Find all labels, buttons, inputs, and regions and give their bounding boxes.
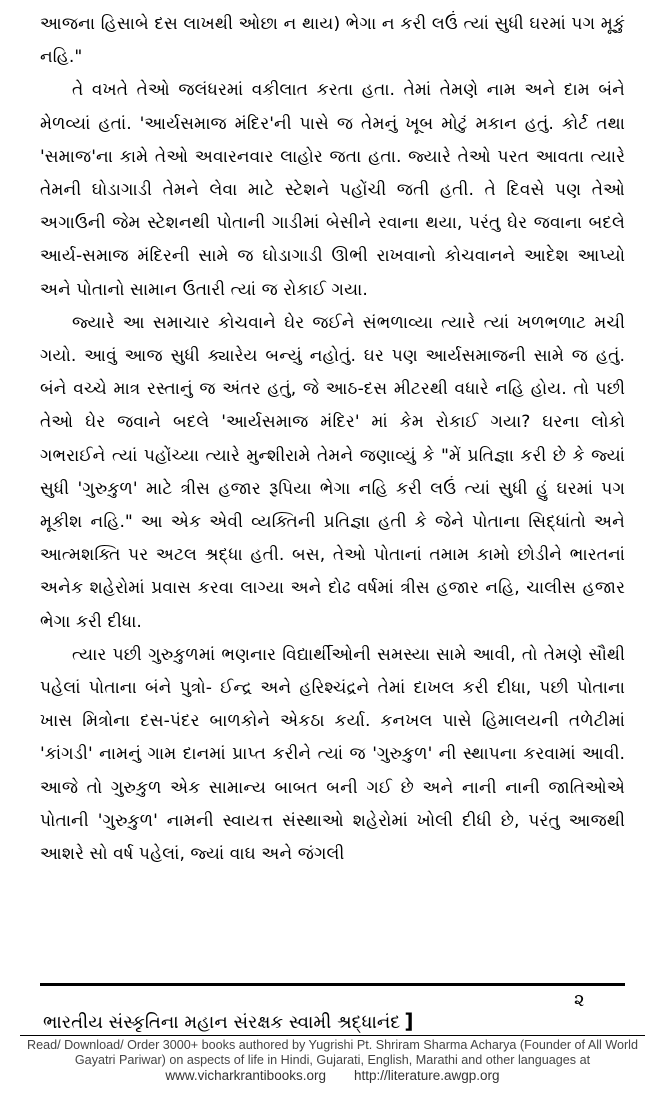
link-literature-awgp[interactable]: http://literature.awgp.org [353, 1068, 500, 1083]
promo-divider [20, 1035, 645, 1036]
paragraph-jalandhar: તે વખતે તેઓ જલંધરમાં વકીલાત કરતા હતા. તેમાં તેમણે નામ અને દામ બંને મેળવ્યાં હતાં. 'આર્યસમાજ મંદિર'ની પાસે જ તેમનું ખૂબ મોટું મકાન હતું. કોર્ટ તથા 'સમાજ'ના કામે તેઓ અવારનવાર લાહોર જતા હતા. જ્યારે તેઓ પરત આવતા ત્યારે તેમની ઘોડાગાડી તેમને લેવા માટે સ્ટેશને પહોંચી જતી હતી. તે દિવસે પણ તેઓ અગાઉની જેમ સ્ટેશનથી પોતાની ગાડીમાં બેસીને રવાના થયા, પરંતુ ઘેર જવાના બદલે આર્ય-સમાજ મંદિરની સામે જ ઘોડાગાડી ઊભી રાખવાનો કોચવાનને આદેશ આપ્યો અને પોતાનો સામાન ઉતારી ત્યાં જ રોકાઈ ગયા. [40, 80, 625, 300]
footer-links [20, 1068, 645, 1083]
page-body [40, 8, 625, 871]
paragraph-vow: જ્યારે આ સમાચાર કોચવાને ઘેર જઈને સંભળાવ્યા ત્યારે ત્યાં ખળભળાટ મચી ગયો. આવું આજ સુધી ક્યારેય બન્યું નહોતું. ઘર પણ આર્યસમાજની સામે જ હતું. બંને વચ્ચે માત્ર રસ્તાનું જ અંતર હતું, જે આઠ-દસ મીટરથી વધારે નહિ હોય. તો પછી તેઓ ઘેર જવાને બદલે 'આર્યસમાજ મંદિર' માં કેમ રોકાઈ ગયા? ઘરના લોકો ગભરાઈને ત્યાં પહોંચ્યા ત્યારે મુન્શીરામે તેમને જણાવ્યું કે "મેં પ્રતિજ્ઞા કરી છે કે જ્યાં સુધી 'ગુરુકુળ' માટે ત્રીસ હજાર રૂપિયા ભેગા નહિ કરી લઉં ત્યાં સુધી હું ઘરમાં પગ મૂકીશ નહિ." આ એક એવી વ્યક્તિની પ્રતિજ્ઞા હતી કે જેને પોતાના સિદ્ધાંતો અને આત્મશક્તિ પર અટલ શ્રદ્ધા હતી. બસ, તેઓ પોતાનાં તમામ કામો છોડીને ભારતનાં અનેક શહેરોમાં પ્રવાસ કરવા લાગ્યા અને દોઢ વર્ષમાં ત્રીસ હજાર નહિ, ચાલીસ હજાર ભેગા કરી દીધા. [40, 312, 625, 632]
footer-bracket: ] [404, 1009, 414, 1033]
footer-divider [40, 983, 625, 986]
paragraph-continuation: આજના હિસાબે દસ લાખથી ઓછા ન થાય) ભેગા ન કરી લઉં ત્યાં સુધી ઘરમાં પગ મૂકું નહિ." [40, 14, 625, 68]
book-title: ભારતીય સંસ્કૃતિના મહાન સંરક્ષક સ્વામી શ્રદ્ધાનંદ [43, 1012, 401, 1033]
promo-text: Read/ Download/ Order 3000+ books authored by Yugrishi Pt. Shriram Sharma Acharya (Founder of All World Gayatri Pariwar) on aspects of life in Hindi, Gujarati, English, Marathi and other languages at [26, 1038, 638, 1067]
running-footer-title [43, 1009, 414, 1033]
paragraph-gurukul: ત્યાર પછી ગુરુકુળમાં ભણનાર વિદ્યાર્થીઓની સમસ્યા સામે આવી, તો તેમણે સૌથી પહેલાં પોતાના બંને પુત્રો- ઈન્દ્ર અને હરિશ્ચંદ્રને તેમાં દાખલ કરી દીધા, પછી પોતાના ખાસ મિત્રોના દસ-પંદર બાળકોને એકઠા કર્યા. કનખલ પાસે હિમાલયની તળેટીમાં 'કાંગડી' નામનું ગામ દાનમાં પ્રાપ્ત કરીને ત્યાં જ 'ગુરુકુળ' ની સ્થાપના કરવામાં આવી. આજે તો ગુરુકુળ એક સામાન્ય બાબત બની ગઈ છે અને નાની નાની જાતિઓએ પોતાની 'ગુરુકુળ' નામની સ્વાયત્ત સંસ્થાઓ શહેરોમાં ખોલી દીધી છે, પરંતુ આજથી આશરે સો વર્ષ પહેલાં, જ્યાં વાઘ અને જંગલી [40, 644, 625, 865]
page-number: ૨ [574, 990, 585, 1011]
link-vicharkrantibooks[interactable]: www.vicharkrantibooks.org [165, 1068, 326, 1083]
